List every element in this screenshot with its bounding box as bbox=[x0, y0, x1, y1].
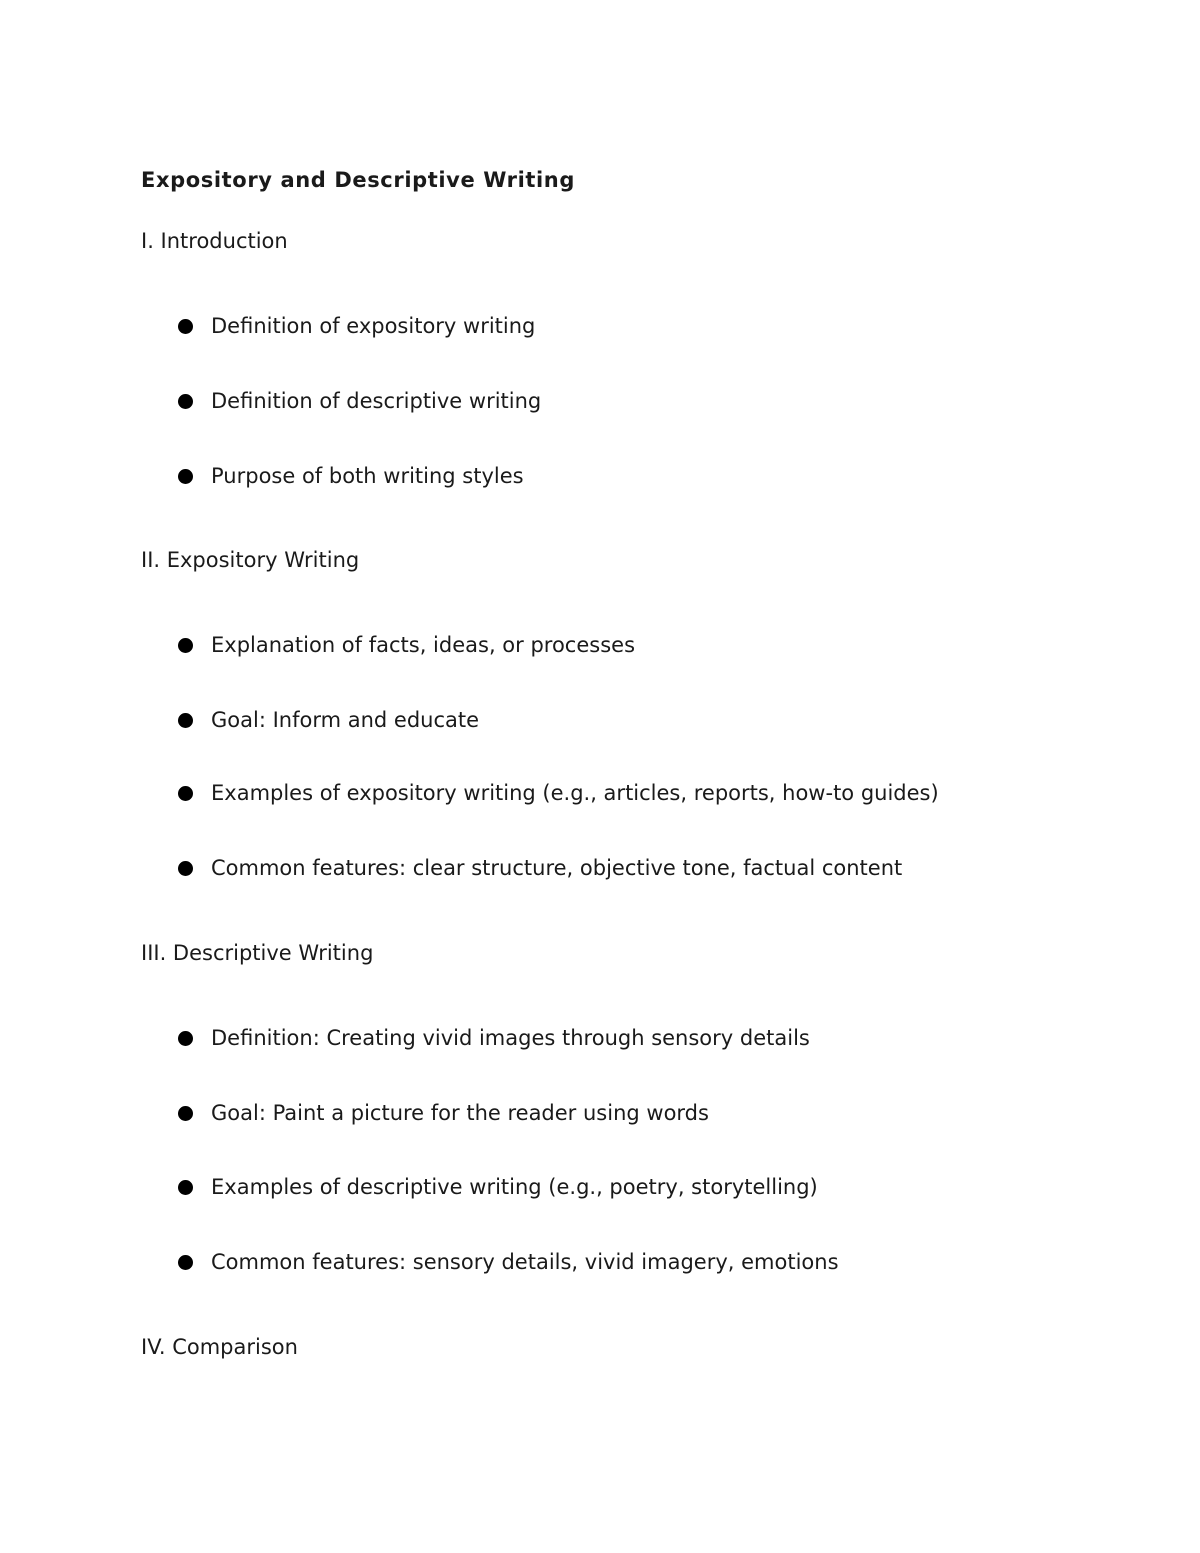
bullet-icon bbox=[178, 394, 193, 409]
list-item bbox=[178, 708, 479, 732]
bullet-icon bbox=[178, 1031, 193, 1046]
list-item-text: Explanation of facts, ideas, or processes bbox=[211, 633, 636, 657]
list-item-text: Definition of descriptive writing bbox=[211, 389, 542, 413]
list-item bbox=[178, 464, 524, 488]
bullet-icon bbox=[178, 1106, 193, 1121]
list-item-text: Common features: sensory details, vivid imagery, emotions bbox=[211, 1250, 839, 1274]
list-item-text: Common features: clear structure, objective tone, factual content bbox=[211, 856, 903, 880]
bullet-icon bbox=[178, 1180, 193, 1195]
list-item bbox=[178, 389, 541, 413]
list-item bbox=[178, 1101, 709, 1125]
list-item-text: Examples of descriptive writing (e.g., poetry, storytelling) bbox=[211, 1175, 818, 1199]
bullet-icon bbox=[178, 469, 193, 484]
section-heading-comparison: IV. Comparison bbox=[141, 1335, 298, 1359]
list-item-text: Definition of expository writing bbox=[211, 314, 536, 338]
section-heading-introduction: I. Introduction bbox=[141, 229, 288, 253]
bullet-icon bbox=[178, 1255, 193, 1270]
list-item bbox=[178, 633, 635, 657]
list-item bbox=[178, 1026, 810, 1050]
bullet-icon bbox=[178, 861, 193, 876]
bullet-icon bbox=[178, 713, 193, 728]
document-title: Expository and Descriptive Writing bbox=[141, 168, 575, 192]
bullet-icon bbox=[178, 319, 193, 334]
bullet-icon bbox=[178, 786, 193, 801]
section-heading-descriptive-writing: III. Descriptive Writing bbox=[141, 941, 374, 965]
list-item-text: Goal: Paint a picture for the reader using words bbox=[211, 1101, 709, 1125]
list-item bbox=[178, 1175, 818, 1199]
list-item bbox=[178, 314, 535, 338]
list-item-text: Examples of expository writing (e.g., articles, reports, how-to guides) bbox=[211, 781, 939, 805]
list-item bbox=[178, 1250, 839, 1274]
list-item-text: Goal: Inform and educate bbox=[211, 708, 480, 732]
list-item-text: Definition: Creating vivid images through sensory details bbox=[211, 1026, 810, 1050]
section-heading-expository-writing: II. Expository Writing bbox=[141, 548, 360, 572]
list-item bbox=[178, 856, 902, 880]
list-item-text: Purpose of both writing styles bbox=[211, 464, 524, 488]
bullet-icon bbox=[178, 638, 193, 653]
list-item bbox=[178, 781, 939, 805]
